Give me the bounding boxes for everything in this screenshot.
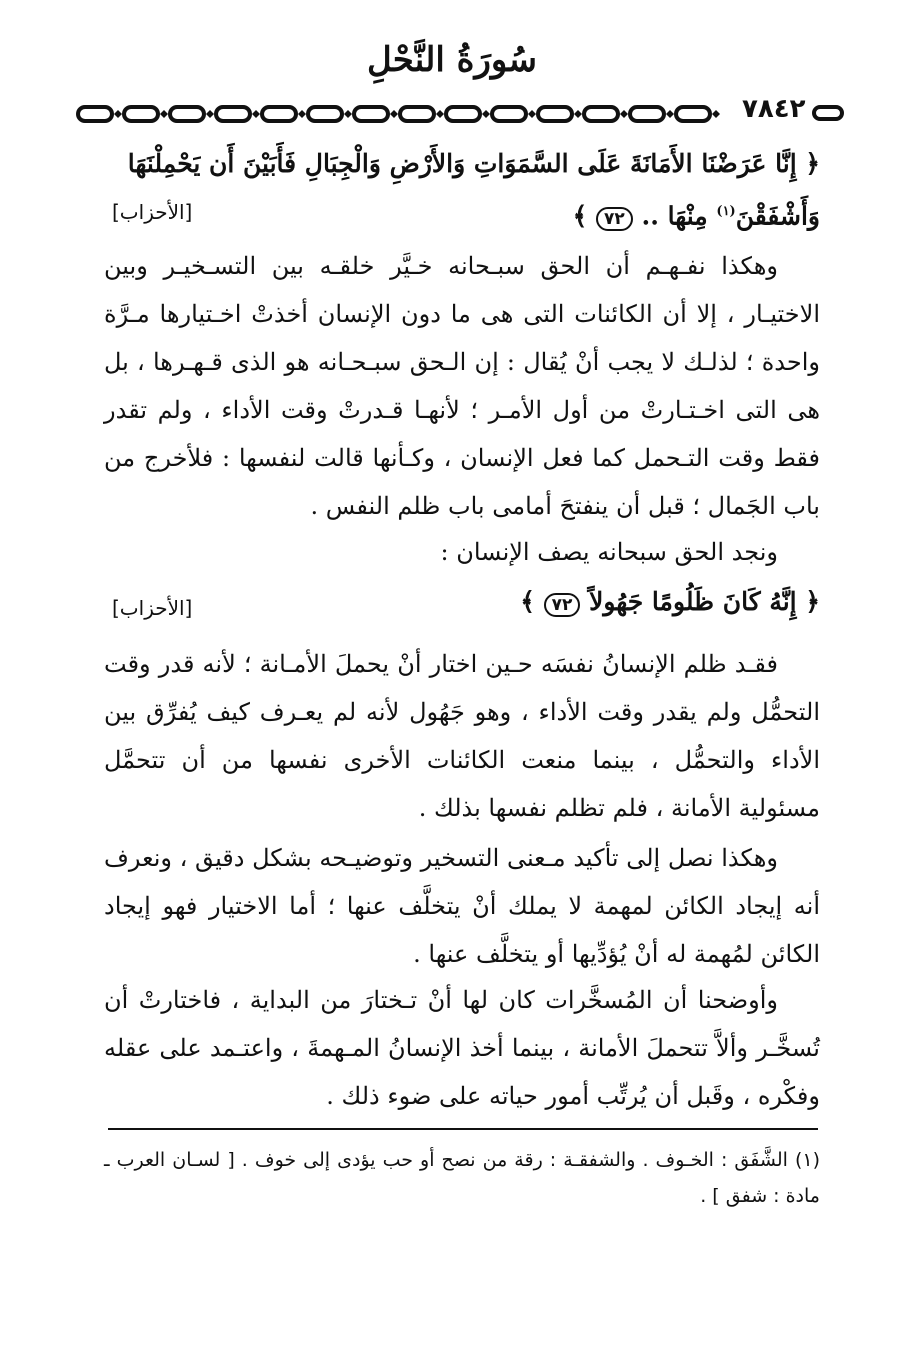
paragraph-2-text: ونجد الحق سبحانه يصف الإنسان : (440, 538, 778, 566)
ornament-link (676, 107, 710, 121)
ornament-diamond (160, 110, 168, 118)
ornament-diamond (206, 110, 214, 118)
ornament-diamond (344, 110, 352, 118)
footnote: (١) الشَّفَق : الخـوف . والشفقـة : رقة من نصح أو حب يؤدى إلى خوف . [ لسـان العرب ـ مادة : شفق ] . (104, 1149, 820, 1207)
paragraph-3-text: فقـد ظلم الإنسانُ نفسَه حـين اختار أنْ يحملَ الأمـانة ؛ لأنه قدر وقت التحمُّل ولم يقدر وقت الأداء ، وهو جَهُول لأنه لم يعـرف كيف يُفرِّق بين الأداء والتحمُّل ، بينما منعت الكائنات الأخرى نفسها من أن تتحمَّل مسئولية الأمانة ، فلم تظلم نفسها بذلك . (104, 650, 820, 822)
paragraph-4-text: وهكذا نصل إلى تأكيد مـعنى التسخير وتوضيـحه بشكل دقيق ، ونعرف أنه إيجاد الكائن لمهمة لا يملك أنْ يتخلَّف عنها ؛ أما الاختيار فهو إيجاد الكائن لمُهمة له أنْ يُؤدِّيها أو يتخلَّف عنها . (104, 844, 820, 968)
ornament-link (446, 107, 480, 121)
closing-bracket: ﴾ (572, 201, 588, 231)
paragraph-1-text: وهكذا نفـهـم أن الحق سبـحانه خـيَّر خلقـه بين التسـخيـر وبين الاختيـار ، إلا أن الكائنات التى هى ما دون الإنسان أخذتْ اخـتيارها مـرَّة واحدة ؛ لذلـك لا يجب أنْ يُقال : إن الـحق سبـحـانه هو الذى قـهـرها ، بل هى التى اخـتـارتْ من أول الأمـر ؛ لأنهـا قـدرتْ وقت الأداء ، ولم تقدر فقط وقت التـحمل كما فعل الإنسان ، وكـأنها قالت لنفسها : فلأخرج من باب الجَمال ؛ قبل أن ينفتحَ أمامى باب ظلم النفس . (104, 252, 820, 520)
ornament-link (308, 107, 342, 121)
ornament-link (170, 107, 204, 121)
verse-1-word: وَأَشْفَقْنَ (735, 201, 820, 231)
surah-title: سُورَةُ النَّحْلِ (367, 40, 537, 80)
quran-verse-2 (104, 578, 820, 626)
ornament-link (354, 107, 388, 121)
footnote-marker: (١) (716, 204, 736, 219)
ornament-link (400, 107, 434, 121)
chain-ornament (76, 96, 736, 132)
ornament-diamond (620, 110, 628, 118)
ornament-diamond (390, 110, 398, 118)
ornament-diamond (574, 110, 582, 118)
closing-bracket: ﴾ (520, 587, 535, 616)
paragraph-4 (104, 834, 820, 978)
ayah-number-badge: ٧٢ (596, 207, 633, 231)
ornament-link (216, 107, 250, 121)
footnote-divider (108, 1128, 818, 1130)
ornament-link (124, 107, 158, 121)
paragraph-5-text: وأوضحنا أن المُسخَّرات كان لها أنْ تـختارَ من البداية ، فاختارتْ أن تُسخَّـر وألاَّ تتحملَ الأمانة ، بينما أخذ الإنسانُ المـهمةَ ، واعتـمد على عقله وفكْره ، وقَبل أن يُرتِّب أمور حياته على ضوء ذلك . (104, 986, 820, 1110)
verse-1-end: مِنْهَا .. (641, 201, 717, 231)
ornament-link (538, 107, 572, 121)
ornament-link (584, 107, 618, 121)
opening-bracket: ﴿ (805, 587, 820, 616)
paragraph-5 (104, 976, 820, 1120)
ornament-diamond (666, 110, 674, 118)
ornament-diamond (252, 110, 260, 118)
ornament-diamond (298, 110, 306, 118)
surah-reference: [الأحزاب] (112, 596, 193, 620)
ayah-number-badge: ٧٢ (544, 593, 581, 617)
page-number-ornament (812, 100, 844, 126)
ornament-link (78, 107, 112, 121)
page-number: ٧٨٤٢ (742, 94, 806, 124)
header-ornament-row (76, 92, 846, 136)
ornament-link (630, 107, 664, 121)
paragraph-3 (104, 640, 820, 832)
surah-reference: [الأحزاب] (112, 200, 193, 224)
ornament-diamond (114, 110, 122, 118)
paragraph-2 (104, 528, 820, 576)
verse-1-line-2 (104, 188, 820, 240)
ornament-link (262, 107, 296, 121)
quran-verse-1 (104, 140, 820, 240)
ornament-diamond (482, 110, 490, 118)
ornament-diamond (712, 110, 720, 118)
verse-1-line-1: ﴿ إِنَّا عَرَضْنَا الأَمَانَةَ عَلَى السَّمَوَاتِ وَالأَرْضِ وَالْجِبَالِ فَأَبَيْنَ أَن يَحْمِلْنَهَا (127, 149, 820, 178)
ornament-diamond (528, 110, 536, 118)
ornament-diamond (436, 110, 444, 118)
ornament-link (492, 107, 526, 121)
verse-2-text: إِنَّهُ كَانَ ظَلُومًا جَهُولاً (589, 587, 797, 616)
paragraph-1 (104, 242, 820, 530)
